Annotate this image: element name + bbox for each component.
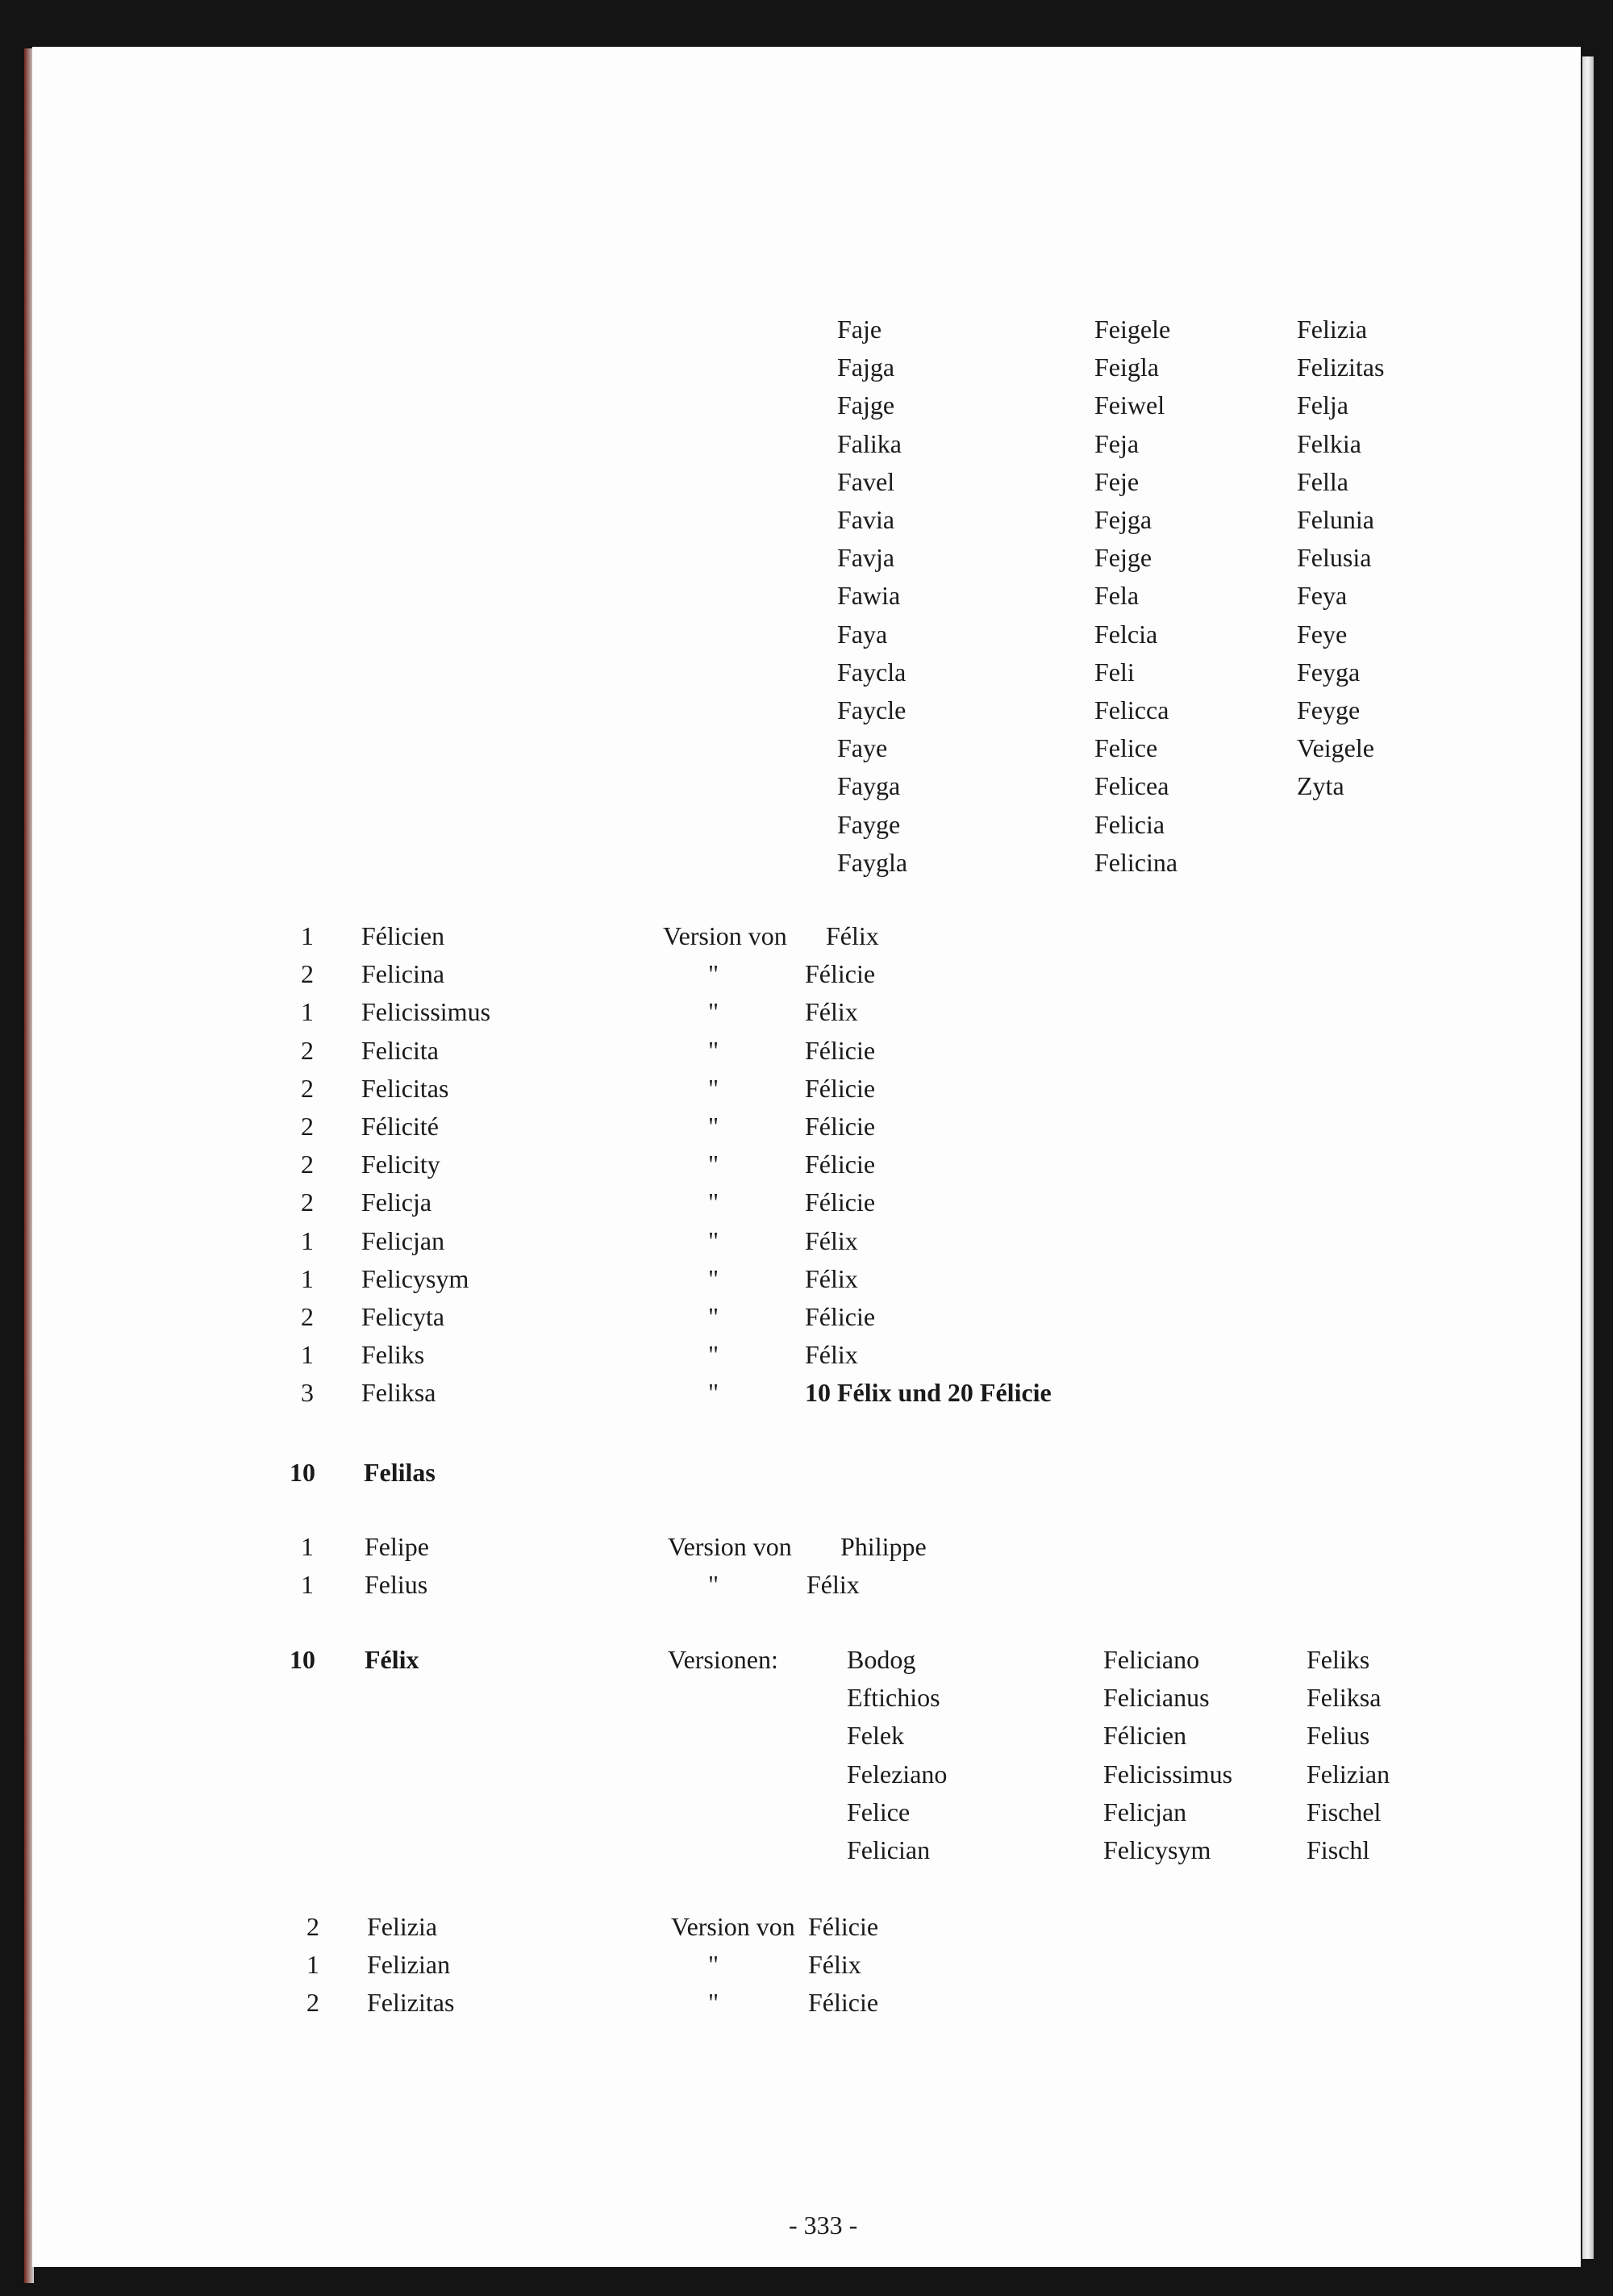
entry-name: Félicien [361,921,445,950]
entry-reference: 10 Félix und 20 Félicie [805,1378,1052,1408]
variant-name: Fajga [837,353,895,382]
ditto-mark: " [708,1150,719,1179]
variant-name: Feje [1094,466,1140,496]
version-name: Felicissimus [1103,1759,1233,1789]
entry-reference: Félicie [808,1912,879,1941]
entry-count: 2 [301,1188,314,1217]
ditto-mark: " [708,1112,719,1141]
version-name: Félicien [1103,1721,1187,1751]
ditto-mark: " [708,1073,719,1103]
variant-name: Feigele [1094,315,1171,344]
entry-name: Felicyta [361,1302,445,1331]
entry-note: Versionen: [668,1645,778,1674]
entry-count: 1 [301,1532,314,1561]
variant-name: Felicina [1094,847,1178,877]
variant-name: Faycle [837,695,907,724]
version-name: Felicianus [1103,1683,1210,1713]
version-name: Felek [847,1721,905,1751]
entry-count: 2 [306,1912,319,1941]
entry-count: 2 [306,1988,319,2018]
variant-name: Feiwel [1094,390,1165,420]
entry-count: 1 [301,1570,314,1600]
variant-name: Faycla [837,657,907,687]
entry-note: Version von [668,1532,792,1561]
entry-count: 1 [301,1340,314,1370]
variant-name: Fayge [837,809,901,839]
entry-reference: Félix [805,997,858,1027]
entry-name: Felius [365,1570,428,1600]
version-name: Feliks [1307,1645,1370,1674]
version-name: Eftichios [847,1683,940,1713]
entry-reference: Félix [805,1225,858,1255]
variant-name: Feye [1297,619,1348,649]
version-name: Bodog [847,1645,916,1674]
variant-name: Faje [837,315,882,344]
variant-name: Felizia [1297,315,1368,344]
variant-name: Faye [837,733,888,763]
entry-count: 2 [301,1073,314,1103]
entry-count: 2 [301,1150,314,1179]
entry-name: Felicitas [361,1073,449,1103]
variant-name: Felunia [1297,505,1374,534]
entry-count: 1 [301,997,314,1027]
entry-count: 1 [301,921,314,950]
entry-name: Felipe [365,1532,429,1561]
variant-name: Fejga [1094,505,1152,534]
variant-name: Fejge [1094,543,1152,573]
variant-name: Felicca [1094,695,1169,724]
variant-name: Felice [1094,733,1158,763]
ditto-mark: " [708,1225,719,1255]
entry-count: 3 [301,1378,314,1408]
version-name: Felicjan [1103,1797,1187,1826]
ditto-mark: " [708,959,719,989]
ditto-mark: " [708,1950,719,1980]
variant-name: Favia [837,505,895,534]
entry-name: Feliks [361,1340,425,1370]
entry-name: Felicita [361,1035,439,1065]
variant-name: Feja [1094,428,1140,458]
variant-name: Faygla [837,847,908,877]
entry-reference: Félicie [805,1188,876,1217]
entry-name: Félicité [361,1112,439,1141]
version-name: Felizian [1307,1759,1390,1789]
version-name: Feliciano [1103,1645,1200,1674]
entry-name: Felilas [364,1458,436,1487]
variant-name: Feigla [1094,353,1159,382]
entry-reference: Félicie [808,1988,879,2018]
variant-name: Feyga [1297,657,1361,687]
entry-count: 2 [301,959,314,989]
ditto-mark: " [708,1263,719,1293]
version-name: Felice [847,1797,911,1826]
entry-count: 10 [290,1645,315,1674]
ditto-mark: " [708,997,719,1027]
version-name: Fischel [1307,1797,1382,1826]
entry-reference: Félicie [805,1302,876,1331]
variant-name: Felusia [1297,543,1372,573]
version-name: Felius [1307,1721,1370,1751]
entry-reference: Félix [826,921,879,950]
entry-count: 10 [290,1458,315,1487]
right-page-edge [1582,56,1594,2259]
entry-name: Feliksa [361,1378,436,1408]
variant-name: Feli [1094,657,1135,687]
entry-name: Felizia [367,1912,438,1941]
entry-name: Felicissimus [361,997,491,1027]
entry-name: Felizian [367,1950,451,1980]
variant-name: Falika [837,428,902,458]
entry-reference: Félicie [805,1073,876,1103]
ditto-mark: " [708,1570,719,1600]
variant-name: Felizitas [1297,353,1385,382]
entry-count: 2 [301,1112,314,1141]
entry-reference: Félix [805,1340,858,1370]
entry-note: Version von [663,921,787,950]
ditto-mark: " [708,1302,719,1331]
entry-count: 1 [301,1263,314,1293]
entry-name: Felicysym [361,1263,469,1293]
version-name: Felicysym [1103,1835,1211,1864]
variant-name: Veigele [1297,733,1374,763]
entry-count: 1 [306,1950,319,1980]
ditto-mark: " [708,1188,719,1217]
entry-reference: Félix [808,1950,861,1980]
entry-name: Felizitas [367,1988,455,2018]
entry-name: Felicina [361,959,445,989]
entry-reference: Félix [805,1263,858,1293]
entry-count: 2 [301,1035,314,1065]
entry-reference: Félix [806,1570,860,1600]
variant-name: Fella [1297,466,1348,496]
entry-reference: Félicie [805,1150,876,1179]
variant-name: Felcia [1094,619,1158,649]
version-name: Felician [847,1835,931,1864]
entry-count: 1 [301,1225,314,1255]
entry-name: Félix [365,1645,419,1674]
entry-name: Felicjan [361,1225,445,1255]
page-number: - 333 - [789,2210,858,2240]
entry-count: 2 [301,1302,314,1331]
entry-name: Felicity [361,1150,440,1179]
variant-name: Fajge [837,390,895,420]
entry-reference: Félicie [805,1112,876,1141]
variant-name: Felja [1297,390,1348,420]
entry-reference: Félicie [805,1035,876,1065]
entry-reference: Félicie [805,959,876,989]
ditto-mark: " [708,1035,719,1065]
version-name: Fischl [1307,1835,1370,1864]
variant-name: Felkia [1297,428,1361,458]
ditto-mark: " [708,1988,719,2018]
variant-name: Feyge [1297,695,1361,724]
entry-reference: Philippe [840,1532,927,1561]
ditto-mark: " [708,1340,719,1370]
ditto-mark: " [708,1378,719,1408]
variant-name: Fawia [837,581,901,611]
variant-name: Faya [837,619,888,649]
variant-name: Feya [1297,581,1348,611]
variant-name: Zyta [1297,771,1344,801]
entry-note: Version von [671,1912,795,1941]
entry-name: Felicja [361,1188,432,1217]
variant-name: Favel [837,466,895,496]
variant-name: Felicea [1094,771,1169,801]
version-name: Feliksa [1307,1683,1382,1713]
variant-name: Felicia [1094,809,1165,839]
variant-name: Fayga [837,771,901,801]
variant-name: Favja [837,543,895,573]
version-name: Feleziano [847,1759,948,1789]
variant-name: Fela [1094,581,1140,611]
